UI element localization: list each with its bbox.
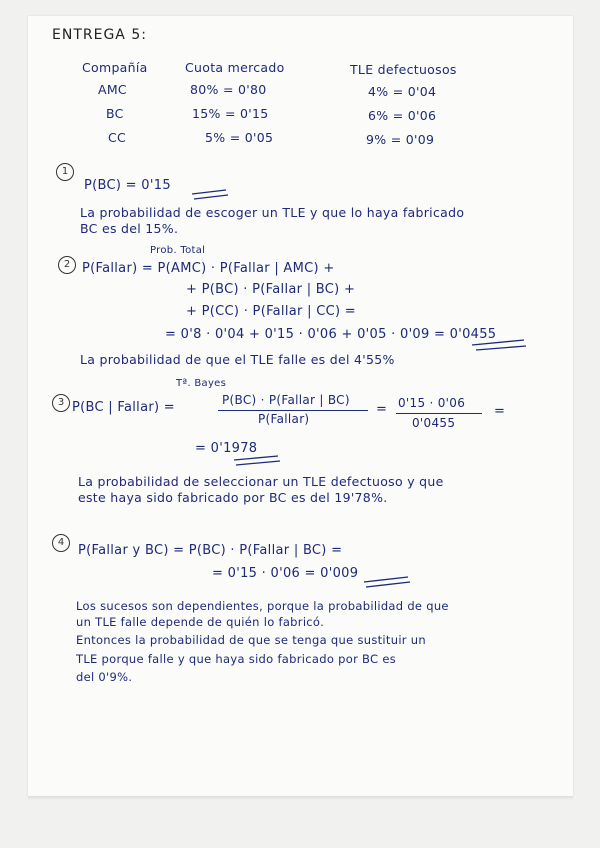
page-title: ENTREGA 5: <box>52 27 147 43</box>
double-underline <box>190 186 230 202</box>
page-shadow <box>28 796 573 800</box>
row-defect: 6% = 0'06 <box>368 108 437 123</box>
q1-answer-line2: BC es del 15%. <box>80 221 179 236</box>
q2-line2: + P(BC) · P(Fallar | BC) + <box>186 282 356 297</box>
q1-equation: P(BC) = 0'15 <box>84 178 171 193</box>
question-number: 4 <box>52 534 70 552</box>
row-defect: 9% = 0'09 <box>366 132 435 147</box>
q1-answer-line1: La probabilidad de escoger un TLE y que lo haya fabricado <box>80 205 465 220</box>
q3-result: = 0'1978 <box>195 441 258 456</box>
question-number: 1 <box>56 163 74 181</box>
row-share: 80% = 0'80 <box>190 82 267 97</box>
q2-note: Prob. Total <box>150 245 206 256</box>
col-defect-header: TLE defectuosos <box>350 62 457 77</box>
q2-line4: = 0'8 · 0'04 + 0'15 · 0'06 + 0'05 · 0'09 = 0'0455 <box>165 327 497 342</box>
q4-answer-line4: TLE porque falle y que haya sido fabricado por BC es <box>76 652 396 666</box>
q4-line1: P(Fallar y BC) = P(BC) · P(Fallar | BC) = <box>78 543 343 558</box>
row-company: CC <box>108 130 127 145</box>
q4-answer-line1: Los sucesos son dependientes, porque la probabilidad de que <box>76 599 449 613</box>
q2-answer: La probabilidad de que el TLE falle es del 4'55% <box>80 352 395 367</box>
fraction-bar <box>218 410 368 411</box>
q4-answer-line5: del 0'9%. <box>76 670 133 684</box>
question-number: 3 <box>52 394 70 412</box>
fraction-bar <box>396 413 482 414</box>
col-share-header: Cuota mercado <box>185 60 285 75</box>
q3-answer-line2: este haya sido fabricado por BC es del 19'78%. <box>78 490 388 505</box>
q3-note: Tª. Bayes <box>176 378 227 389</box>
q3-lhs: P(BC | Fallar) = <box>72 400 176 415</box>
q3-fraction-numerator: P(BC) · P(Fallar | BC) <box>222 393 350 407</box>
row-share: 5% = 0'05 <box>205 130 274 145</box>
q3-value-denominator: 0'0455 <box>412 416 456 430</box>
row-defect: 4% = 0'04 <box>368 84 437 99</box>
q2-line3: + P(CC) · P(Fallar | CC) = <box>186 304 356 319</box>
q3-fraction-denominator: P(Fallar) <box>258 412 310 426</box>
question-number: 2 <box>58 256 76 274</box>
q3-value-numerator: 0'15 · 0'06 <box>398 396 466 410</box>
double-underline <box>470 336 530 352</box>
q4-line2: = 0'15 · 0'06 = 0'009 <box>212 566 359 581</box>
q4-answer-line3: Entonces la probabilidad de que se tenga que sustituir un <box>76 633 426 647</box>
col-company-header: Compañía <box>82 60 148 75</box>
q3-equals: = <box>494 404 506 419</box>
double-underline <box>362 573 412 589</box>
q2-line1: P(Fallar) = P(AMC) · P(Fallar | AMC) + <box>82 261 335 276</box>
q4-answer-line2: un TLE falle depende de quién lo fabricó. <box>76 615 325 629</box>
double-underline <box>232 452 282 468</box>
row-company: AMC <box>98 82 127 97</box>
row-share: 15% = 0'15 <box>192 106 269 121</box>
q3-answer-line1: La probabilidad de seleccionar un TLE defectuoso y que <box>78 474 444 489</box>
q3-equals: = <box>376 402 388 417</box>
row-company: BC <box>106 106 124 121</box>
